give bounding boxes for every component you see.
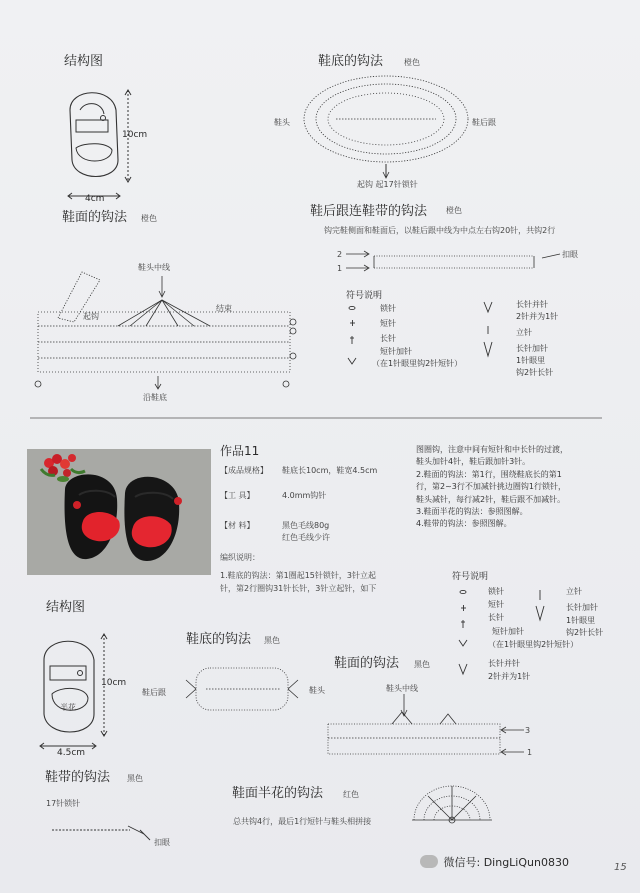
legend-top-title: 符号说明 <box>346 291 383 301</box>
top-upper-end: 结束 <box>216 304 232 313</box>
note-1b: 针，第2行圈钩31针长针，3针立起针，如下 <box>220 584 377 593</box>
legend-bottom-sc: 短针 <box>488 599 504 609</box>
top-sole-chart <box>304 76 468 178</box>
legend-top-symbols <box>348 302 492 364</box>
material-value-2: 红色毛线少许 <box>282 533 330 542</box>
work-title: 作品11 <box>220 444 260 458</box>
material-value-1: 黑色毛线80g <box>282 521 330 530</box>
top-sole-start: 起钩 起17针锁针 <box>357 180 418 189</box>
tool-label: 【工 具】 <box>220 491 255 500</box>
legend-bottom-symbols <box>459 590 544 674</box>
bottom-half-flower: 半花 <box>60 703 76 712</box>
bottom-flower-chart <box>412 786 492 823</box>
bottom-upper-center: 鞋头中线 <box>386 684 418 693</box>
legend-top-sc-inc: 短针加针 <box>380 347 412 356</box>
bottom-sole-heel: 鞋后跟 <box>142 688 166 697</box>
bottom-upper-title: 鞋面的钩法 <box>334 656 400 671</box>
legend-bottom-dc2tog: 长针并针 <box>488 658 520 668</box>
bottom-sole-color: 黑色 <box>264 636 280 645</box>
top-sole-title: 鞋底的钩法 <box>318 54 384 69</box>
legend-bottom-turning: 立针 <box>566 587 582 596</box>
legend-bottom-title: 符号说明 <box>452 572 489 582</box>
top-heel-chart <box>346 251 560 271</box>
legend-bottom-dc-inc: 长针加针 <box>566 603 598 613</box>
legend-bottom-sc-inc-note: （在1针眼里钩2针短针） <box>488 640 579 650</box>
top-upper-title: 鞋面的钩法 <box>62 210 128 225</box>
note-line: 鞋头减针，每行减2针，鞋后跟不加减针。 <box>416 494 566 504</box>
legend-bottom-dc-inc-note1: 1针眼里 <box>566 615 596 625</box>
top-heel-row2: 2 <box>337 250 343 259</box>
legend-bottom-sc-inc: 短针加针 <box>492 627 524 637</box>
bottom-strap-title: 鞋带的钩法 <box>45 770 111 785</box>
bottom-flower-title: 鞋面半花的钩法 <box>232 786 324 801</box>
top-upper-color: 橙色 <box>141 214 157 223</box>
top-heel-title: 鞋后跟连鞋带的钩法 <box>310 204 428 219</box>
bottom-sole-title: 鞋底的钩法 <box>186 632 252 647</box>
notes-title: 编织说明： <box>220 553 260 562</box>
legend-top-turning: 立针 <box>516 328 532 337</box>
top-sole-color: 橙色 <box>404 58 420 67</box>
bottom-structure-shoe <box>40 634 107 749</box>
top-structure-shoe <box>68 90 131 199</box>
spec-value: 鞋底长10cm，鞋宽4.5cm <box>282 466 378 475</box>
bottom-sole-chart <box>186 668 298 710</box>
top-upper-start: 起钩 <box>83 312 99 321</box>
legend-top-dc-inc-note2: 钩2针长针 <box>516 368 554 377</box>
bottom-strap-chart <box>52 826 150 840</box>
top-dim-width: 4cm <box>85 194 105 204</box>
bottom-structure-title: 结构图 <box>46 600 86 615</box>
spec-label: 【成品规格】 <box>220 466 268 475</box>
note-line: 图圈钩，注意中间有短针和中长针的过渡， <box>416 445 568 454</box>
legend-top-sc: 短针 <box>380 319 396 328</box>
bottom-strap-count: 17针锁针 <box>46 799 81 808</box>
note-1a: 1.鞋底的钩法：第1圈起15针锁针，3针立起 <box>220 571 376 580</box>
note-line: 鞋头加针4针，鞋后跟加针3针。 <box>416 457 531 467</box>
legend-bottom-dc2tog-note: 2针并为1针 <box>488 671 531 681</box>
bottom-upper-chart <box>328 694 524 755</box>
legend-top-chain: 锁针 <box>380 304 396 313</box>
note-line: 行，第2~3行不加减针挑边圈钩1行锁针， <box>416 482 566 492</box>
legend-bottom-dc: 长针 <box>488 612 504 622</box>
note-line: 3.鞋面半花的钩法：参照图解。 <box>416 506 528 516</box>
page-number: 15 <box>614 862 627 873</box>
bottom-upper-color: 黑色 <box>414 660 430 669</box>
bottom-dim-length: 10cm <box>101 678 127 688</box>
legend-top-dc-inc: 长针加针 <box>516 344 548 353</box>
bottom-strap-buttonhole: 扣眼 <box>154 838 170 847</box>
bottom-dim-width: 4.5cm <box>57 748 86 758</box>
top-dim-length: 10cm <box>122 130 148 140</box>
tool-value: 4.0mm钩针 <box>282 491 327 500</box>
bottom-upper-row3: 3 <box>525 726 531 735</box>
top-upper-bottom: 沿鞋底 <box>143 393 167 402</box>
bottom-upper-head: 鞋头 <box>309 686 325 695</box>
bottom-flower-desc: 总共钩4行，最后1行短针与鞋头相拼接 <box>233 817 372 826</box>
legend-top-sc-inc-note: （在1针眼里钩2针短针） <box>372 359 463 368</box>
top-heel-row1: 1 <box>337 264 343 273</box>
top-sole-head: 鞋头 <box>274 118 290 127</box>
top-heel-color: 橙色 <box>446 206 462 215</box>
legend-top-dc-inc-note1: 1针眼里 <box>516 356 546 365</box>
legend-top-dc: 长针 <box>380 334 396 343</box>
top-heel-buttonhole: 扣眼 <box>562 250 578 259</box>
wechat-watermark: 微信号: DingLiQun0830 <box>420 855 569 870</box>
top-structure-title: 结构图 <box>64 54 104 69</box>
bottom-upper-row1: 1 <box>527 748 533 757</box>
legend-bottom-dc-inc-note2: 钩2针长针 <box>566 628 604 638</box>
legend-top-dc2tog-note: 2针并为1针 <box>516 312 559 321</box>
legend-bottom-chain: 锁针 <box>488 587 504 596</box>
top-upper-center: 鞋头中线 <box>138 263 170 272</box>
legend-top-dc2tog: 长针并针 <box>516 300 548 309</box>
bottom-flower-color: 红色 <box>343 790 359 799</box>
note-line: 4.鞋带的钩法：参照图解。 <box>416 519 512 529</box>
bottom-strap-color: 黑色 <box>127 774 143 783</box>
material-label: 【材 料】 <box>220 521 255 530</box>
top-upper-chart <box>35 272 296 389</box>
top-heel-desc: 钩完鞋侧面和鞋面后，以鞋后跟中线为中点左右钩20针，共钩2行 <box>324 226 556 235</box>
note-line: 2.鞋面的钩法：第1行，围绕鞋底长的第1 <box>416 469 562 479</box>
top-sole-heel: 鞋后跟 <box>472 118 496 127</box>
